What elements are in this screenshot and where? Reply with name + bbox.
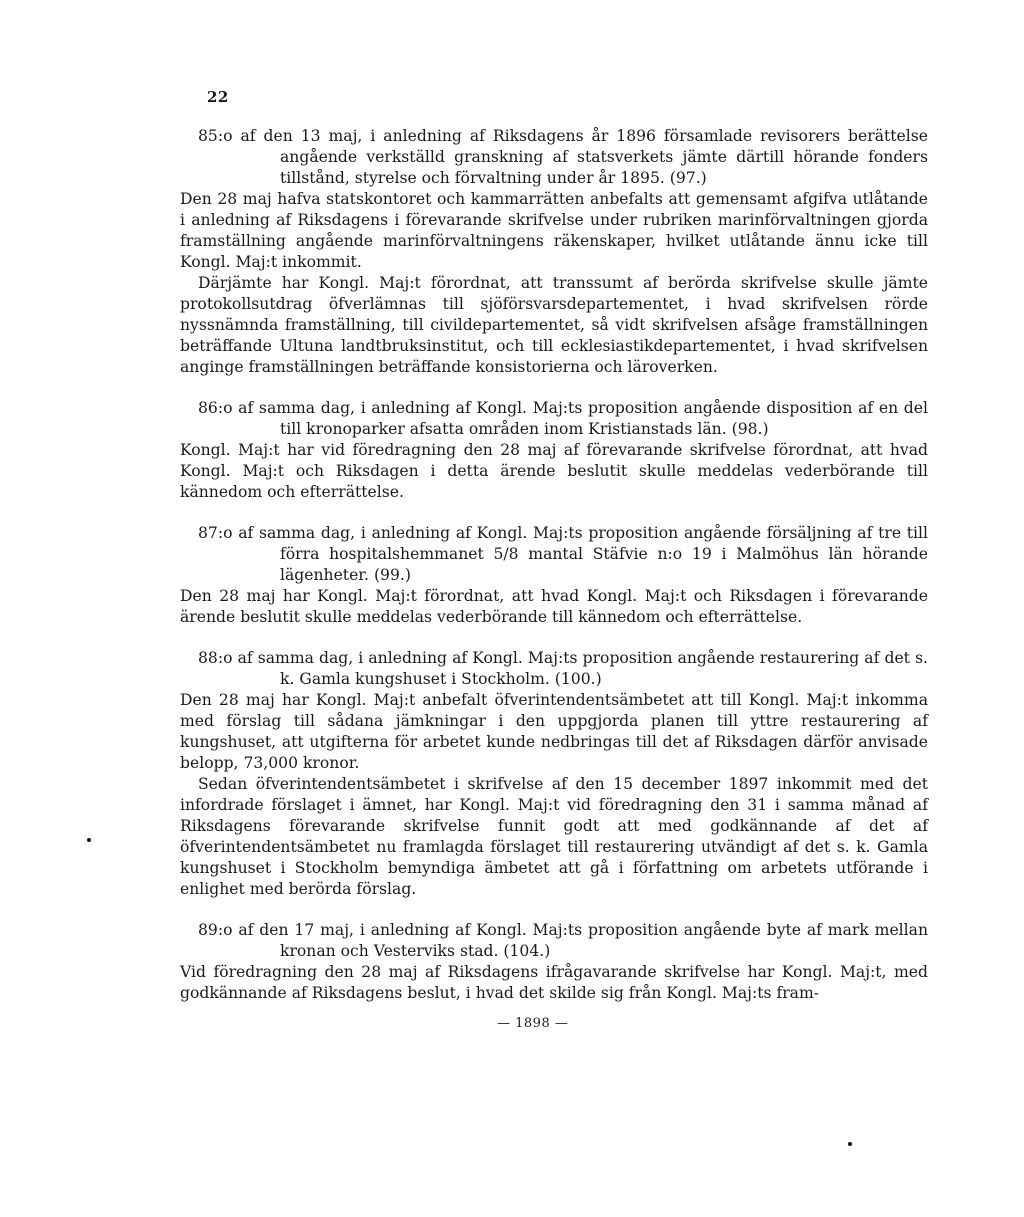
section-88: [180, 648, 928, 900]
section-89: [180, 920, 928, 1004]
page-number: 22: [207, 88, 229, 106]
section-heading: 89:o af den 17 maj, i anledning af Kongl. Maj:ts proposition angående byte af mark mellan kronan och Vesterviks stad. (104.): [198, 921, 928, 960]
section-heading: 87:o af samma dag, i anledning af Kongl. Maj:ts proposition angående försäljning af tre till förra hospitalshemmanet 5/8 mantal Stäfvie n:o 19 i Malmöhus län hörande lägenheter. (99.): [198, 524, 928, 584]
section-heading: 88:o af samma dag, i anledning af Kongl. Maj:ts proposition angående restaurering af det s. k. Gamla kungshuset i Stockholm. (100.): [198, 649, 928, 688]
paragraph: Den 28 maj har Kongl. Maj:t anbefalt öfverintendentsämbetet att till Kongl. Maj:t inkomma med förslag till sådana jämkningar i den uppgjorda planen till yttre restaurering af kungshuset, att utgifterna för arbetet kunde nedbringas till det af Riksdagen därför anvisade belopp, 73,000 kronor.: [180, 691, 928, 772]
scan-speck-mark: [87, 838, 91, 842]
document-body: [180, 126, 928, 1004]
section-86: [180, 398, 928, 503]
paragraph: Kongl. Maj:t har vid föredragning den 28 maj af förevarande skrifvelse förordnat, att hvad Kongl. Maj:t och Riksdagen i detta ärende beslutit skulle meddelas vederbörande till kännedom och efterrättelse.: [180, 441, 928, 501]
section-87: [180, 523, 928, 628]
section-85: [180, 126, 928, 378]
paragraph: Den 28 maj har Kongl. Maj:t förordnat, att hvad Kongl. Maj:t och Riksdagen i förevarande ärende beslutit skulle meddelas vederbörande till kännedom och efterrättelse.: [180, 587, 928, 626]
footer-year: — 1898 —: [497, 1016, 569, 1031]
section-heading: 85:o af den 13 maj, i anledning af Riksdagens år 1896 församlade revisorers berättelse angående verkställd granskning af statsverkets jämte därtill hörande fonders tillstånd, styrelse och förvaltning under år 1895. (97.): [198, 127, 928, 187]
scan-speck-mark: [848, 1142, 852, 1146]
section-heading: 86:o af samma dag, i anledning af Kongl. Maj:ts proposition angående disposition af en del till kronoparker afsatta områden inom Kristianstads län. (98.): [198, 399, 928, 438]
paragraph: Den 28 maj hafva statskontoret och kammarrätten anbefalts att gemensamt afgifva utlåtande i anledning af Riksdagens i förevarande skrifvelse under rubriken marinförvaltningen gjorda framställning angående marinförvaltningens räkenskaper, hvilket utlåtande ännu icke till Kongl. Maj:t inkommit.: [180, 190, 928, 271]
paragraph: Därjämte har Kongl. Maj:t förordnat, att transsumt af berörda skrifvelse skulle jämte protokollsutdrag öfverlämnas till sjöförsvarsdepartementet, i hvad skrifvelsen rörde nyssnämnda framställning, till civildepartementet, så vidt skrifvelsen afsåge framställningen beträffande Ultuna landtbruksinstitut, och till ecklesiastikdepartementet, i hvad skrifvelsen anginge framställningen beträffande konsistorierna och läroverken.: [180, 274, 928, 376]
paragraph: Vid föredragning den 28 maj af Riksdagens ifrågavarande skrifvelse har Kongl. Maj:t, med godkännande af Riksdagens beslut, i hvad det skilde sig från Kongl. Maj:ts fram-: [180, 963, 928, 1002]
paragraph: Sedan öfverintendentsämbetet i skrifvelse af den 15 december 1897 inkommit med det infordrade förslaget i ämnet, har Kongl. Maj:t vid föredragning den 31 i samma månad af Riksdagens förevarande skrifvelse funnit godt att med godkännande af det af öfverintendentsämbetet nu framlagda förslaget till restaurering utvändigt af det s. k. Gamla kungshuset i Stockholm bemyndiga ämbetet att gå i författning om arbetets utförande i enlighet med berörda förslag.: [180, 775, 928, 898]
